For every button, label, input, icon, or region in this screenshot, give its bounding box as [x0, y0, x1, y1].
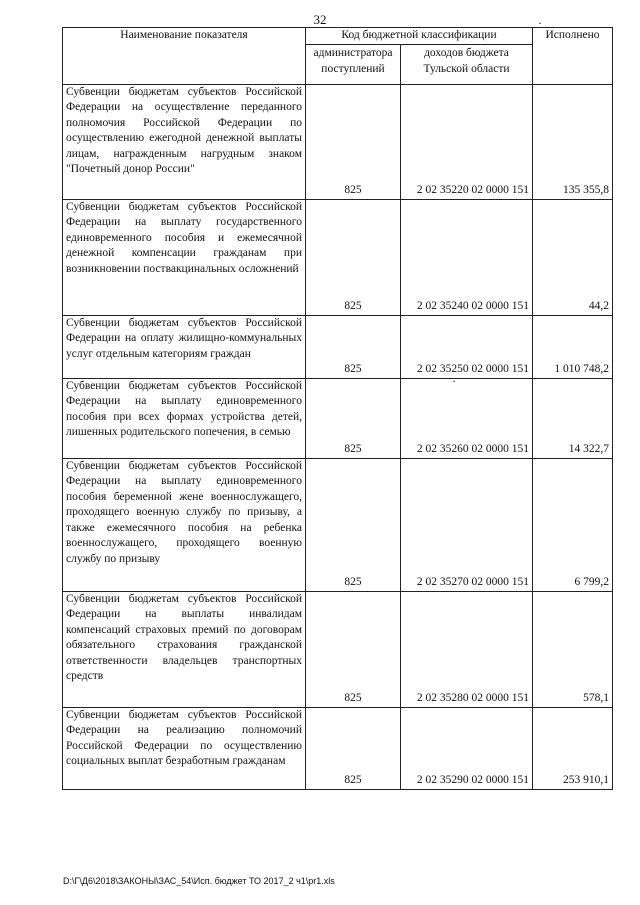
scan-speck: ·: [452, 374, 456, 388]
executed-value: 135 355,8: [533, 84, 613, 199]
table-row: [63, 707, 613, 789]
admin-code: 825: [306, 84, 401, 199]
header-revenue: доходов бюджета Тульской области: [401, 44, 533, 84]
budget-table: [62, 27, 613, 790]
table-row: [63, 315, 613, 378]
header-name: Наименование показателя: [63, 28, 306, 85]
table-row: [63, 458, 613, 591]
scan-speck: ·: [538, 16, 542, 30]
indicator-name: Субвенции бюджетам субъектов Российской Федерации на оплату жилищно-коммунальных услуг отдельным категориям граждан: [63, 315, 306, 378]
revenue-code: 2 02 35250 02 0000 151: [401, 315, 533, 378]
executed-value: 44,2: [533, 199, 613, 315]
revenue-code: 2 02 35240 02 0000 151: [401, 199, 533, 315]
indicator-name: Субвенции бюджетам субъектов Российской Федерации на выплату единовременного пособия при всех формах устройства детей, лишенных родительского попечения, в семью: [63, 378, 306, 458]
indicator-name: Субвенции бюджетам субъектов Российской Федерации на осуществление переданного полномочия Российской Федерации по осуществлению ежегодной денежной выплаты лицам, награжденным нагрудным знаком "Почетный донор России": [63, 84, 306, 199]
table-row: [63, 378, 613, 458]
revenue-code: 2 02 35270 02 0000 151: [401, 458, 533, 591]
admin-code: 825: [306, 591, 401, 707]
admin-code: 825: [306, 378, 401, 458]
header-admin: администратора поступлений: [306, 44, 401, 84]
executed-value: 6 799,2: [533, 458, 613, 591]
page-number: 32: [313, 12, 327, 27]
revenue-code: 2 02 35260 02 0000 151: [401, 378, 533, 458]
indicator-name: Субвенции бюджетам субъектов Российской Федерации на выплату единовременного пособия беременной жене военнослужащего, проходящего военную службу по призыву, а также ежемесячного пособия на ребенка военнослужащего, проходящего военную службу по призыву: [63, 458, 306, 591]
executed-value: 1 010 748,2: [533, 315, 613, 378]
indicator-name: Субвенции бюджетам субъектов Российской Федерации на реализацию полномочий Российской Федерации по осуществлению социальных выплат безработным гражданам: [63, 707, 306, 789]
admin-code: 825: [306, 315, 401, 378]
admin-code: 825: [306, 458, 401, 591]
executed-value: 14 322,7: [533, 378, 613, 458]
header-code-group: Код бюджетной классификации: [306, 28, 533, 45]
indicator-name: Субвенции бюджетам субъектов Российской Федерации на выплаты инвалидам компенсаций страховых премий по договорам обязательного страхования гражданской ответственности владельцев транспортных средств: [63, 591, 306, 707]
indicator-name: Субвенции бюджетам субъектов Российской Федерации на выплату государственного единовременного пособия и ежемесячной денежной компенсации гражданам при возникновении поствакцинальных осложнений: [63, 199, 306, 315]
revenue-code: 2 02 35220 02 0000 151: [401, 84, 533, 199]
admin-code: 825: [306, 199, 401, 315]
revenue-code: 2 02 35290 02 0000 151: [401, 707, 533, 789]
file-path: D:\Г\Д6\2018\ЗАКОНЫ\ЗАС_54\Исп. бюджет ТО 2017_2 ч1\pr1.xls: [63, 876, 335, 886]
table-row: [63, 199, 613, 315]
executed-value: 253 910,1: [533, 707, 613, 789]
header-executed: Исполнено: [533, 28, 613, 85]
revenue-code: 2 02 35280 02 0000 151: [401, 591, 533, 707]
table-row: [63, 84, 613, 199]
executed-value: 578,1: [533, 591, 613, 707]
table-row: [63, 591, 613, 707]
admin-code: 825: [306, 707, 401, 789]
